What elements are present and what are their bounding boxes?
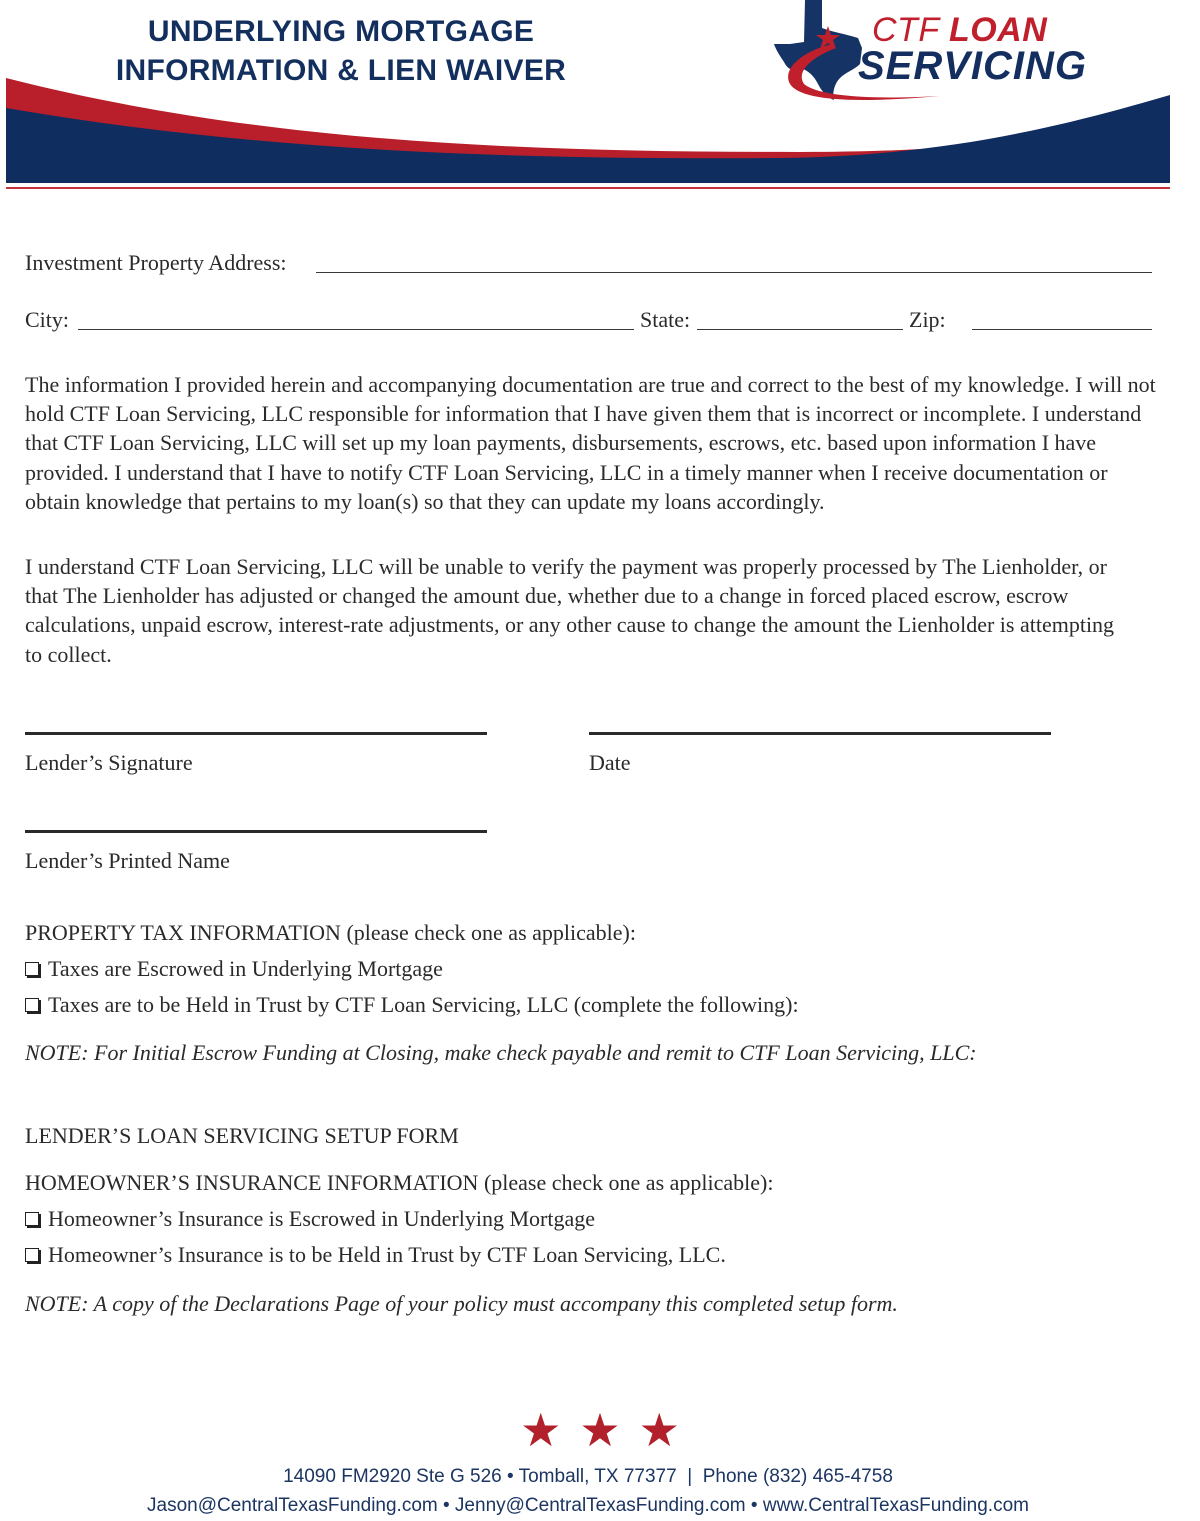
tax-option-escrowed[interactable] xyxy=(25,954,443,983)
insurance-option-escrowed-label: Homeowner’s Insurance is Escrowed in Underlying Mortgage xyxy=(48,1206,596,1231)
footer-address: 14090 FM2920 Ste G 526 • Tomball, TX 77377 | Phone (832) 465-4758 xyxy=(283,1466,893,1487)
date-label: Date xyxy=(589,750,631,775)
insurance-option-trust-label: Homeowner’s Insurance is to be Held in Trust by CTF Loan Servicing, LLC. xyxy=(48,1242,726,1267)
address-input[interactable] xyxy=(316,272,1152,273)
address-label: Investment Property Address: xyxy=(25,250,287,275)
title-line-2: INFORMATION & LIEN WAIVER xyxy=(115,54,567,87)
logo-loan: LOAN xyxy=(948,11,1048,49)
property-tax-heading: PROPERTY TAX INFORMATION (please check one as applicable): xyxy=(25,920,636,945)
banner-red-rule xyxy=(6,187,1170,189)
footer-contact: Jason@CentralTexasFunding.com • Jenny@CentralTexasFunding.com • www.CentralTexasFunding.com xyxy=(147,1495,1029,1516)
lienholder-paragraph: I understand CTF Loan Servicing, LLC will be unable to verify the payment was properly processed by The Lienholder, or that The Lienholder has adjusted or changed the amount due, whether due to a change in forced placed escrow, escrow calculations, unpaid escrow, interest-rate adjustments, or any other cause to change the amount the Lienholder is attempting to collect. xyxy=(25,554,1115,667)
title-line-1: UNDERLYING MORTGAGE xyxy=(147,15,535,48)
acknowledgement-paragraph: The information I provided herein and accompanying documentation are true and correct to the best of my knowledge. I will not hold CTF Loan Servicing, LLC responsible for information that I have given them that is incorrect or incomplete. I understand that CTF Loan Servicing, LLC will set up my loan payments, disbursements, escrows, etc. based upon information I have provided. I understand that I have to notify CTF Loan Servicing, LLC in a timely manner when I receive documentation or obtain knowledge that pertains to my loan(s) so that they can update my loans accordingly. xyxy=(25,372,1156,514)
date-line[interactable] xyxy=(589,732,1051,735)
setup-form-heading: LENDER’S LOAN SERVICING SETUP FORM xyxy=(25,1123,459,1148)
state-input[interactable] xyxy=(697,329,903,330)
property-tax-note: NOTE: For Initial Escrow Funding at Closing, make check payable and remit to CTF Loan Servicing, LLC: xyxy=(25,1040,977,1065)
checkbox-icon[interactable] xyxy=(25,1212,39,1226)
tax-option-trust[interactable] xyxy=(25,990,799,1019)
star-icon: ★ xyxy=(579,1405,621,1456)
document-title xyxy=(95,12,587,90)
star-icon: ★ xyxy=(520,1405,562,1456)
insurance-option-escrowed[interactable] xyxy=(25,1204,595,1233)
insurance-option-trust[interactable] xyxy=(25,1240,726,1269)
insurance-heading: HOMEOWNER’S INSURANCE INFORMATION (please check one as applicable): xyxy=(25,1170,774,1195)
logo-ctf: CTF xyxy=(872,11,939,49)
city-label: City: xyxy=(25,307,70,332)
checkbox-icon[interactable] xyxy=(25,998,39,1012)
checkbox-icon[interactable] xyxy=(25,962,39,976)
signature-line[interactable] xyxy=(25,732,487,735)
zip-input[interactable] xyxy=(972,329,1152,330)
tax-option-escrowed-label: Taxes are Escrowed in Underlying Mortgage xyxy=(48,956,443,981)
logo-text-ctf-loan xyxy=(872,12,1047,48)
signature-label: Lender’s Signature xyxy=(25,750,193,775)
checkbox-icon[interactable] xyxy=(25,1248,39,1262)
banner-navy-wave xyxy=(6,95,1170,183)
state-label: State: xyxy=(640,307,691,332)
footer-stars xyxy=(0,1405,1200,1457)
insurance-note: NOTE: A copy of the Declarations Page of your policy must accompany this completed setup form. xyxy=(25,1291,898,1316)
tax-option-trust-label: Taxes are to be Held in Trust by CTF Loan Servicing, LLC (complete the following): xyxy=(48,992,799,1017)
printed-name-line[interactable] xyxy=(25,830,487,833)
logo-text-servicing: SERVICING xyxy=(858,44,1088,88)
city-input[interactable] xyxy=(78,329,634,330)
printed-name-label: Lender’s Printed Name xyxy=(25,848,230,873)
zip-label: Zip: xyxy=(909,307,946,332)
star-icon: ★ xyxy=(638,1405,680,1456)
